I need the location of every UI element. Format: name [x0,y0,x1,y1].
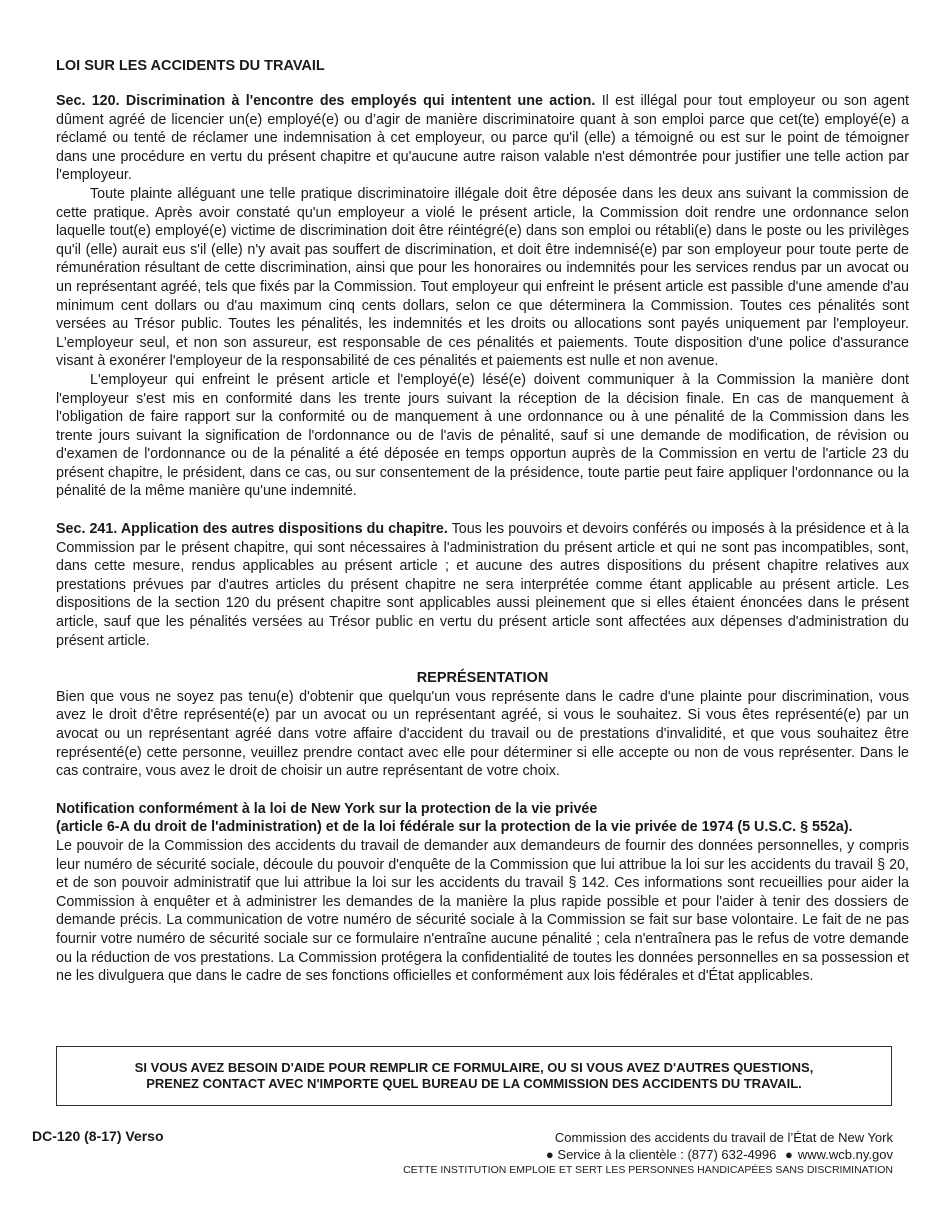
sec120-paragraph-3: L'employeur qui enfreint le présent article et l'employé(e) lésé(e) doivent communiquer à la Commission la manière dont l'employeur s'est mis en conformité dans les trente jours suivant la réception de la décision finale. En cas de manquement à l'obligation de faire rapport sur la conformité ou de manquement à une ordonnance ou à une pénalité de la Commission dans les trente jours suivant la signification de l'ordonnance ou de l'avis de pénalité, sauf si une demande de modification, de révision ou d'examen de l'ordonnance ou de la pénalité a été déposée en temps opportun auprès de la Commission en vertu de l'article 23 du présent chapitre, le président, dans ce cas, ou sur consentement de la présidence, toute partie peut faire appliquer l'ordonnance ou la pénalité de la même manière qu'une indemnité. [56,371,909,500]
footer-service: Service à la clientèle : (877) 632-4996 [557,1147,777,1162]
privacy-heading-line-1: Notification conformément à la loi de New York sur la protection de la vie privée [56,800,598,817]
sec241-heading: Sec. 241. Application des autres dispositions du chapitre. [56,521,448,538]
form-identifier: DC-120 (8-17) Verso [32,1128,164,1144]
sec120-text-1: Il est illégal pour tout employeur ou son agent dûment agréé de licencier un(e) employé(e) ou d’agir de manière discriminatoire quant à son emploi parce que cet(te) employé(e) a réclamé ou tenté de réclamer une indemnisation à cet employeur, ou parce qu'il (elle) a témoigné ou est sur le point de témoigner dans une procédure en vertu du présent chapitre et qu'aucune autre raison valable n'est démontrée pour justifier une telle action par l'employeur. [56,93,909,184]
sec120-paragraph-1 [56,92,909,185]
sec120-paragraph-2: Toute plainte alléguant une telle pratique discriminatoire illégale doit être déposée dans les deux ans suivant la commission de cette pratique. Après avoir constaté qu'un employeur a violé le présent article, la Commission doit rendre une ordonnance selon laquelle tout(e) employé(e) victime de discrimination doit être réintégré(e) dans son emploi ou rétabli(e) dans le poste ou les privilèges qu'il (elle) aurait eus s'il (elle) n'y avait pas souffert de discrimination, et doit être indemnisé(e) par son employeur pour toute perte de rémunération résultant de cette discrimination, ainsi que pour les honoraires ou indemnités pour les services rendus par un avocat ou un représentant agréé, tels que fixés par la Commission. Tout employeur qui enfreint le présent article est passible d'une amende d'au minimum cent dollars ou d'au maximum cinq cents dollars, selon ce que déterminera la Commission. Toutes ces pénalités sont versées au Trésor public. Toutes les pénalités, les indemnités et les droits ou allocations sont payés uniquement par l'employeur. L'employeur seul, et non son assureur, est responsable de ces pénalités et paiements. Toute disposition d'une police d'assurance visant à exonérer l'employeur de la responsabilité de ces pénalités et paiements est nulle et non avenue. [56,185,909,370]
sec241-paragraph [56,520,909,650]
sec120-heading: Sec. 120. Discrimination à l'encontre des employés qui intentent une action. [56,93,596,109]
representation-heading: REPRÉSENTATION [416,670,549,687]
sec241-text: Tous les pouvoirs et devoirs conférés ou imposés à la présidence et à la Commission par le présent chapitre, qui sont nécessaires à l'administration du présent article et qui ne sont pas incompatibles, sont, dans cette mesure, rendus applicables au présent article ; et aucune des autres dispositions du présent chapitre relatives aux prestations prévues par d'autres articles du présent chapitre ne sera interprétée comme étant applicable au présent article. Les dispositions de la section 120 du présent chapitre sont applicables aussi pleinement que si elles étaient énoncées dans le présent article, sauf que les pénalités versées au Trésor public en vertu du présent article sont affectées aux dépenses d'administration du présent article. [56,521,909,649]
privacy-paragraph: Le pouvoir de la Commission des accidents du travail de demander aux demandeurs de fournir des données personnelles, y compris leur numéro de sécurité sociale, découle du pouvoir d'enquête de la Commission que lui attribue la loi sur les accidents du travail § 20, et de son pouvoir administratif que lui attribue la loi sur les accidents du travail § 142. Ces informations sont recueillies pour aider la Commission à enquêter et à administrer les demandes de la manière la plus rapide possible et pour l'aider à tenir des dossiers de demande précis. La communication de votre numéro de sécurité sociale à la Commission se fait sur base volontaire. Le fait de ne pas fournir votre numéro de sécurité sociale sur ce formulaire n'entraîne aucune pénalité ; cela n'entraînera pas le refus de votre demande ou la réduction de vos prestations. La Commission protégera la confidentialité de toutes les données personnelles en sa possession et ne les divulguera que dans le cadre de ses fonctions officielles et conformément aux lois fédérales et d'État applicables. [56,837,909,985]
representation-paragraph: Bien que vous ne soyez pas tenu(e) d'obtenir que quelqu'un vous représente dans le cadre d'une plainte pour discrimination, vous avez le droit d'être représenté(e) par un avocat ou un représentant agréé, si vous le souhaitez. Si vous êtes représenté(e) par un avocat ou un représentant agréé dans votre affaire d'accident du travail ou de prestations d'invalidité, et que vous souhaitez être représenté(e) cette personne, veuillez prendre contact avec elle pour déterminer si elle accepte ou non de vous représenter. Dans le cas contraire, vous avez le droit de choisir un autre représentant de votre choix. [56,688,909,780]
privacy-heading-line-2: (article 6-A du droit de l'administration) et de la loi fédérale sur la protection de la vie privée de 1974 (5 U.S.C. § 552a). [56,819,853,836]
footer-website[interactable]: www.wcb.ny.gov [797,1147,893,1162]
footer-agency: Commission des accidents du travail de l’État de New York [554,1130,893,1145]
page-title: LOI SUR LES ACCIDENTS DU TRAVAIL [56,58,325,74]
footer-contact [403,1129,893,1178]
bullet-icon: ● [545,1147,554,1162]
bullet-icon: ● [785,1147,793,1162]
footer-equal-opportunity: CETTE INSTITUTION EMPLOIE ET SERT LES PERSONNES HANDICAPÉES SANS DISCRIMINATION [403,1164,893,1176]
document-body [56,58,909,986]
help-notice-box: SI VOUS AVEZ BESOIN D'AIDE POUR REMPLIR CE FORMULAIRE, OU SI VOUS AVEZ D'AUTRES QUESTIONS, PRENEZ CONTACT AVEC N'IMPORTE QUEL BUREAU DE LA COMMISSION DES ACCIDENTS DU TRAVAIL. [56,1046,892,1106]
footer-contact-line [403,1146,893,1163]
